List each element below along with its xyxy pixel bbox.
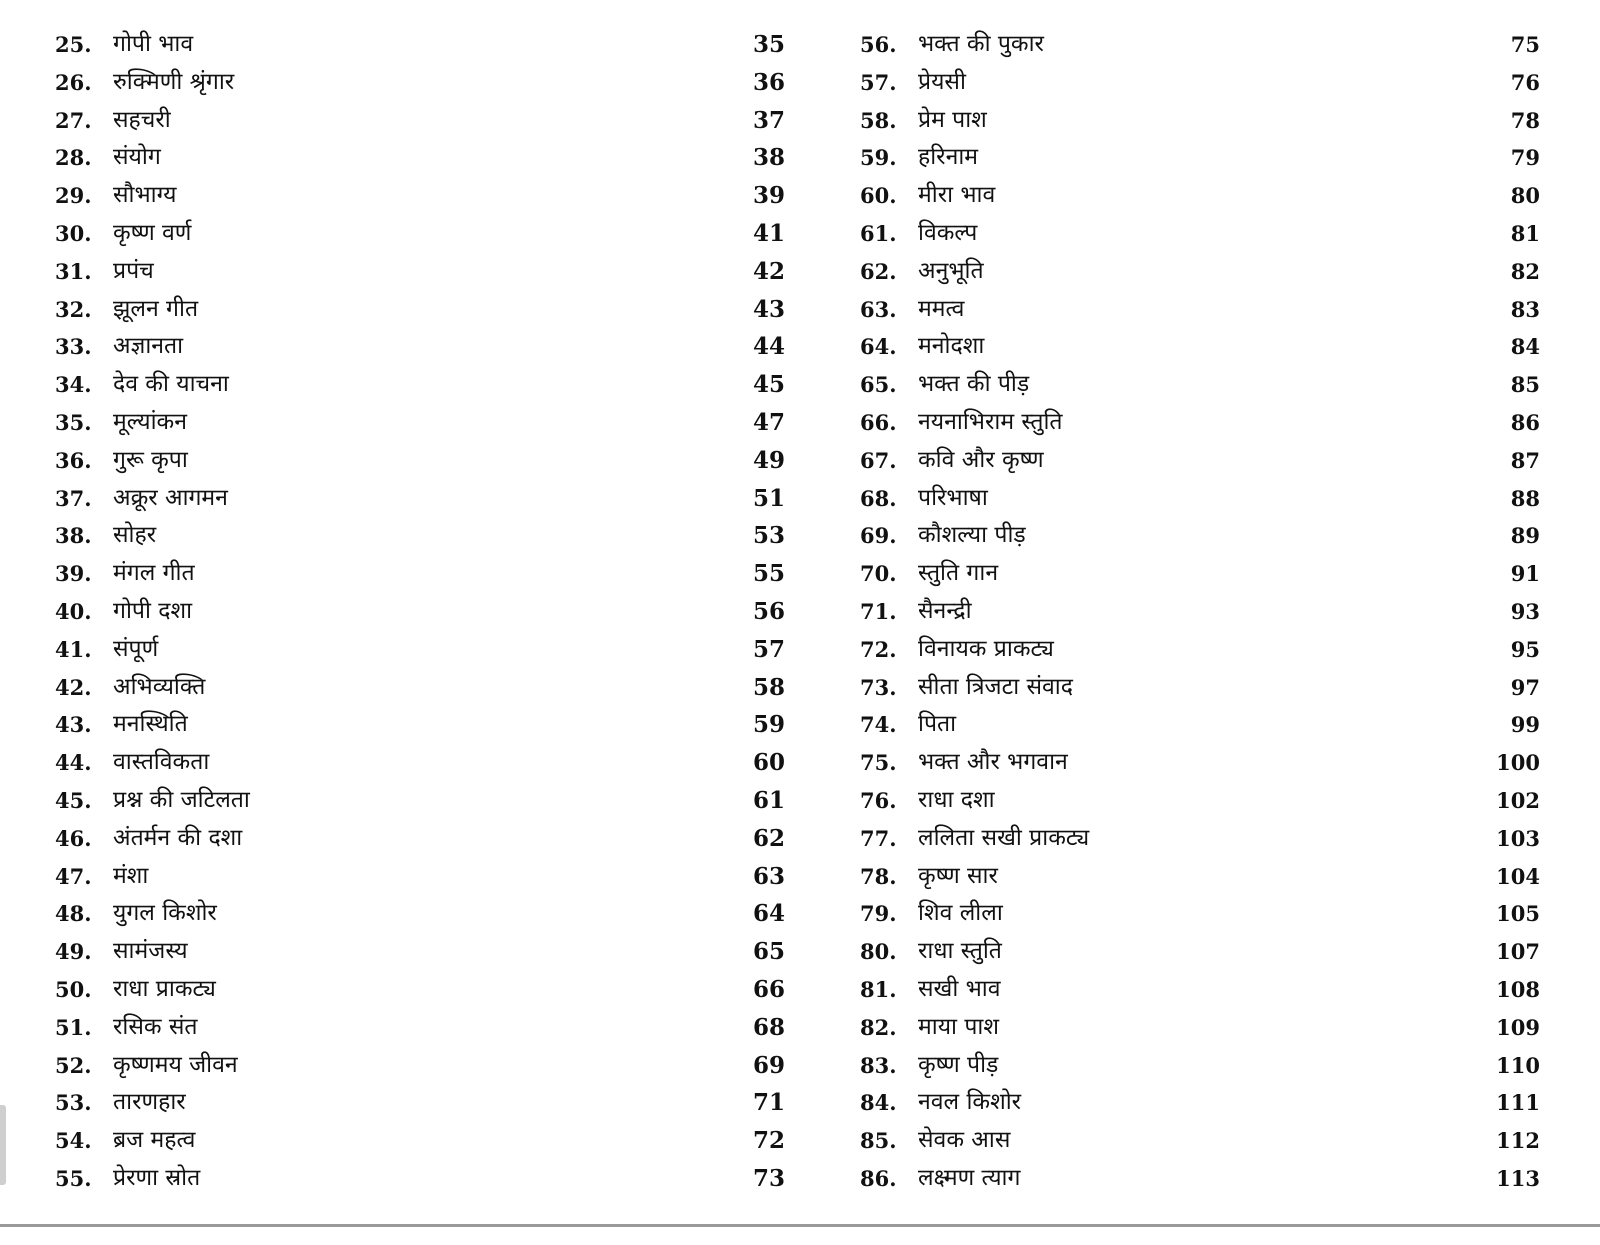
entry-number: 45. bbox=[55, 787, 92, 813]
entry-page-number: 65 bbox=[752, 938, 785, 966]
toc-entry bbox=[55, 139, 785, 177]
entry-title: सैनन्द्री bbox=[918, 597, 972, 624]
entry-number: 76. bbox=[860, 787, 897, 813]
toc-entry bbox=[860, 253, 1540, 291]
entry-number: 30. bbox=[55, 220, 92, 246]
toc-entry bbox=[55, 215, 785, 253]
toc-entry bbox=[860, 933, 1540, 971]
entry-title: सीता त्रिजटा संवाद bbox=[918, 673, 1073, 700]
entry-number: 25. bbox=[55, 32, 92, 57]
entry-page-number: 82 bbox=[1510, 258, 1540, 284]
entry-title: तारणहार bbox=[113, 1089, 186, 1116]
entry-page-number: 108 bbox=[1496, 976, 1540, 1002]
entry-title: रसिक संत bbox=[113, 1013, 198, 1040]
entry-number: 50. bbox=[55, 976, 92, 1002]
entry-number: 63. bbox=[860, 296, 897, 322]
entry-title: अनुभूति bbox=[918, 257, 984, 284]
entry-number: 58. bbox=[860, 107, 897, 133]
entry-number: 71. bbox=[860, 598, 897, 624]
entry-page-number: 105 bbox=[1496, 901, 1540, 927]
entry-title: संयोग bbox=[113, 144, 161, 171]
entry-page-number: 57 bbox=[752, 635, 785, 663]
entry-number: 27. bbox=[55, 107, 92, 133]
toc-entry bbox=[55, 442, 785, 480]
toc-entry bbox=[860, 1160, 1540, 1198]
entry-title: राधा प्राकट्य bbox=[113, 975, 216, 1002]
entry-number: 53. bbox=[55, 1090, 92, 1116]
entry-page-number: 63 bbox=[752, 862, 785, 890]
entry-page-number: 43 bbox=[752, 295, 785, 323]
toc-entry bbox=[860, 64, 1540, 102]
entry-page-number: 111 bbox=[1496, 1090, 1540, 1116]
entry-title: कृष्ण पीड़ bbox=[918, 1051, 999, 1078]
entry-page-number: 53 bbox=[752, 522, 785, 550]
entry-page-number: 109 bbox=[1496, 1014, 1540, 1040]
entry-number: 49. bbox=[55, 939, 92, 965]
toc-entry bbox=[860, 555, 1540, 593]
entry-title: अज्ञानता bbox=[113, 333, 184, 360]
toc-entry bbox=[860, 139, 1540, 177]
entry-number: 85. bbox=[860, 1128, 897, 1154]
toc-entry bbox=[55, 1084, 785, 1122]
entry-number: 75. bbox=[860, 750, 897, 776]
entry-number: 67. bbox=[860, 447, 897, 473]
entry-number: 79. bbox=[860, 901, 897, 927]
entry-title: अभिव्यक्ति bbox=[113, 673, 206, 700]
entry-page-number: 88 bbox=[1510, 485, 1540, 511]
entry-title: विनायक प्राकट्य bbox=[918, 635, 1054, 662]
entry-number: 69. bbox=[860, 523, 897, 549]
entry-page-number: 112 bbox=[1496, 1128, 1540, 1154]
entry-title: मनस्थिति bbox=[113, 711, 188, 738]
entry-number: 35. bbox=[55, 409, 92, 435]
toc-entry bbox=[55, 1009, 785, 1047]
entry-page-number: 68 bbox=[752, 1013, 785, 1041]
entry-title: सोहर bbox=[113, 522, 157, 549]
toc-entry bbox=[55, 1160, 785, 1198]
toc-entry bbox=[860, 517, 1540, 555]
toc-entry bbox=[55, 820, 785, 858]
toc-entry bbox=[860, 442, 1540, 480]
entry-number: 31. bbox=[55, 258, 92, 284]
entry-title: कवि और कृष्ण bbox=[918, 446, 1044, 473]
toc-entry bbox=[860, 1009, 1540, 1047]
entry-page-number: 107 bbox=[1496, 939, 1540, 965]
entry-title: गोपी दशा bbox=[113, 597, 193, 624]
toc-entry bbox=[860, 706, 1540, 744]
entry-page-number: 73 bbox=[752, 1164, 785, 1192]
toc-entry bbox=[860, 404, 1540, 442]
entry-title: कृष्ण वर्ण bbox=[113, 219, 192, 246]
entry-page-number: 60 bbox=[752, 749, 785, 777]
toc-entry bbox=[55, 404, 785, 442]
entry-page-number: 61 bbox=[752, 786, 785, 814]
entry-title: सहचरी bbox=[113, 106, 171, 133]
entry-number: 51. bbox=[55, 1014, 92, 1040]
entry-number: 77. bbox=[860, 825, 897, 851]
entry-page-number: 72 bbox=[752, 1127, 785, 1155]
entry-title: गोपी भाव bbox=[113, 31, 194, 57]
entry-title: सौभाग्य bbox=[113, 182, 177, 209]
toc-entry bbox=[860, 328, 1540, 366]
entry-number: 55. bbox=[55, 1165, 92, 1191]
entry-number: 84. bbox=[860, 1090, 897, 1116]
entry-page-number: 44 bbox=[752, 333, 785, 361]
entry-number: 80. bbox=[860, 939, 897, 965]
toc-entry bbox=[860, 1122, 1540, 1160]
entry-number: 48. bbox=[55, 901, 92, 927]
toc-entry bbox=[55, 631, 785, 669]
entry-page-number: 95 bbox=[1510, 636, 1540, 662]
entry-number: 29. bbox=[55, 183, 92, 209]
entry-number: 60. bbox=[860, 183, 897, 209]
toc-entry bbox=[860, 1047, 1540, 1085]
entry-number: 54. bbox=[55, 1128, 92, 1154]
entry-page-number: 76 bbox=[1510, 69, 1540, 95]
entry-title: वास्तविकता bbox=[113, 749, 210, 776]
toc-entry bbox=[860, 631, 1540, 669]
entry-title: हरिनाम bbox=[918, 144, 979, 171]
entry-page-number: 58 bbox=[752, 673, 785, 701]
entry-page-number: 39 bbox=[752, 182, 785, 210]
toc-entry bbox=[55, 933, 785, 971]
entry-title: सखी भाव bbox=[918, 975, 1001, 1002]
entry-title: ललिता सखी प्राकट्य bbox=[918, 824, 1090, 851]
toc-entry bbox=[860, 895, 1540, 933]
entry-number: 73. bbox=[860, 674, 897, 700]
toc-entry bbox=[55, 1047, 785, 1085]
entry-page-number: 41 bbox=[752, 219, 785, 247]
entry-title: भक्त और भगवान bbox=[918, 749, 1068, 776]
entry-title: ब्रज महत्व bbox=[113, 1127, 196, 1154]
toc-entry bbox=[55, 177, 785, 215]
toc-entry bbox=[55, 555, 785, 593]
toc-entry bbox=[860, 971, 1540, 1009]
entry-page-number: 80 bbox=[1510, 183, 1540, 209]
entry-number: 32. bbox=[55, 296, 92, 322]
entry-title: कौशल्या पीड़ bbox=[918, 522, 1026, 549]
entry-number: 68. bbox=[860, 485, 897, 511]
entry-page-number: 47 bbox=[752, 408, 785, 436]
entry-page-number: 35 bbox=[752, 31, 785, 58]
entry-title: कृष्णमय जीवन bbox=[113, 1051, 238, 1078]
entry-page-number: 75 bbox=[1510, 32, 1540, 57]
entry-number: 70. bbox=[860, 561, 897, 587]
entry-page-number: 103 bbox=[1496, 825, 1540, 851]
entry-title: भक्त की पीड़ bbox=[918, 371, 1030, 398]
entry-page-number: 89 bbox=[1510, 523, 1540, 549]
entry-title: मूल्यांकन bbox=[113, 408, 187, 435]
entry-title: प्रश्न की जटिलता bbox=[113, 786, 250, 813]
toc-entry bbox=[55, 480, 785, 518]
entry-title: मंगल गीत bbox=[113, 560, 195, 587]
entry-number: 82. bbox=[860, 1014, 897, 1040]
entry-number: 66. bbox=[860, 409, 897, 435]
entry-title: मनोदशा bbox=[918, 333, 985, 360]
entry-page-number: 113 bbox=[1496, 1165, 1540, 1191]
entry-page-number: 56 bbox=[752, 597, 785, 625]
entry-number: 64. bbox=[860, 334, 897, 360]
entry-title: राधा स्तुति bbox=[918, 938, 1002, 965]
entry-page-number: 110 bbox=[1496, 1052, 1540, 1078]
entry-title: लक्ष्मण त्याग bbox=[918, 1164, 1021, 1191]
entry-title: शिव लीला bbox=[918, 900, 1003, 927]
entry-title: सामंजस्य bbox=[113, 938, 188, 965]
entry-number: 56. bbox=[860, 32, 897, 57]
entry-number: 46. bbox=[55, 825, 92, 851]
entry-number: 86. bbox=[860, 1165, 897, 1191]
entry-number: 83. bbox=[860, 1052, 897, 1078]
entry-number: 28. bbox=[55, 145, 92, 171]
entry-number: 65. bbox=[860, 372, 897, 398]
entry-title: माया पाश bbox=[918, 1013, 999, 1040]
entry-page-number: 83 bbox=[1510, 296, 1540, 322]
toc-entry bbox=[55, 895, 785, 933]
toc-entry bbox=[55, 593, 785, 631]
toc-entry bbox=[860, 215, 1540, 253]
toc-column-left bbox=[55, 26, 785, 1198]
toc-entry bbox=[860, 1084, 1540, 1122]
entry-page-number: 64 bbox=[752, 900, 785, 928]
toc-entry bbox=[860, 177, 1540, 215]
entry-page-number: 87 bbox=[1510, 447, 1540, 473]
entry-title: प्रेयसी bbox=[918, 68, 966, 95]
entry-number: 74. bbox=[860, 712, 897, 738]
entry-number: 62. bbox=[860, 258, 897, 284]
toc-entry bbox=[55, 1122, 785, 1160]
toc-entry bbox=[55, 64, 785, 102]
entry-page-number: 51 bbox=[752, 484, 785, 512]
entry-number: 41. bbox=[55, 636, 92, 662]
toc-entry bbox=[860, 820, 1540, 858]
toc-entry bbox=[860, 291, 1540, 329]
entry-page-number: 97 bbox=[1510, 674, 1540, 700]
entry-title: प्रपंच bbox=[113, 257, 154, 284]
entry-page-number: 93 bbox=[1510, 598, 1540, 624]
entry-page-number: 36 bbox=[752, 68, 785, 96]
toc-entry bbox=[860, 858, 1540, 896]
entry-title: प्रेम पाश bbox=[918, 106, 987, 133]
entry-number: 38. bbox=[55, 523, 92, 549]
entry-title: स्तुति गान bbox=[918, 560, 999, 587]
entry-number: 40. bbox=[55, 598, 92, 624]
bottom-divider bbox=[0, 1224, 1600, 1227]
toc-entry bbox=[55, 253, 785, 291]
entry-title: कृष्ण सार bbox=[918, 862, 998, 889]
toc-entry bbox=[55, 706, 785, 744]
toc-entry bbox=[860, 744, 1540, 782]
entry-page-number: 37 bbox=[752, 106, 785, 134]
entry-number: 36. bbox=[55, 447, 92, 473]
toc-entry bbox=[55, 328, 785, 366]
entry-number: 57. bbox=[860, 69, 897, 95]
entry-number: 43. bbox=[55, 712, 92, 738]
entry-number: 47. bbox=[55, 863, 92, 889]
toc-entry bbox=[55, 517, 785, 555]
toc-entry bbox=[55, 291, 785, 329]
entry-title: अंतर्मन की दशा bbox=[113, 824, 243, 851]
entry-title: युगल किशोर bbox=[113, 900, 217, 927]
entry-page-number: 104 bbox=[1496, 863, 1540, 889]
entry-number: 26. bbox=[55, 69, 92, 95]
entry-page-number: 55 bbox=[752, 560, 785, 588]
toc-entry bbox=[860, 782, 1540, 820]
toc-entry bbox=[860, 366, 1540, 404]
toc-entry bbox=[55, 744, 785, 782]
entry-title: गुरू कृपा bbox=[113, 446, 188, 473]
toc-entry bbox=[860, 593, 1540, 631]
entry-title: संपूर्ण bbox=[113, 635, 159, 662]
entry-page-number: 62 bbox=[752, 824, 785, 852]
entry-title: नवल किशोर bbox=[918, 1089, 1022, 1116]
entry-page-number: 91 bbox=[1510, 561, 1540, 587]
entry-page-number: 100 bbox=[1496, 750, 1540, 776]
entry-page-number: 45 bbox=[752, 371, 785, 399]
entry-title: राधा दशा bbox=[918, 786, 995, 813]
entry-page-number: 84 bbox=[1510, 334, 1540, 360]
entry-page-number: 102 bbox=[1496, 787, 1540, 813]
toc-column-right bbox=[860, 26, 1540, 1198]
entry-number: 39. bbox=[55, 561, 92, 587]
entry-number: 42. bbox=[55, 674, 92, 700]
entry-title: झूलन गीत bbox=[113, 295, 199, 322]
entry-page-number: 78 bbox=[1510, 107, 1540, 133]
entry-number: 34. bbox=[55, 372, 92, 398]
toc-entry bbox=[860, 102, 1540, 140]
entry-page-number: 86 bbox=[1510, 409, 1540, 435]
entry-number: 61. bbox=[860, 220, 897, 246]
entry-title: मंशा bbox=[113, 862, 149, 889]
entry-page-number: 81 bbox=[1510, 220, 1540, 246]
entry-title: नयनाभिराम स्तुति bbox=[918, 408, 1063, 435]
entry-page-number: 66 bbox=[752, 975, 785, 1003]
toc-entry bbox=[55, 669, 785, 707]
entry-page-number: 49 bbox=[752, 446, 785, 474]
entry-page-number: 85 bbox=[1510, 372, 1540, 398]
toc-entry bbox=[860, 26, 1540, 64]
toc-entry bbox=[55, 858, 785, 896]
entry-number: 81. bbox=[860, 976, 897, 1002]
entry-title: ममत्व bbox=[918, 295, 965, 322]
entry-number: 59. bbox=[860, 145, 897, 171]
entry-number: 72. bbox=[860, 636, 897, 662]
entry-page-number: 59 bbox=[752, 711, 785, 739]
toc-entry bbox=[860, 480, 1540, 518]
page-edge-shadow bbox=[0, 1105, 6, 1185]
toc-entry bbox=[55, 366, 785, 404]
entry-title: परिभाषा bbox=[918, 484, 988, 511]
toc-entry bbox=[55, 26, 785, 64]
entry-title: प्रेरणा स्रोत bbox=[113, 1164, 201, 1191]
toc-entry bbox=[55, 971, 785, 1009]
entry-title: मीरा भाव bbox=[918, 182, 996, 209]
entry-page-number: 71 bbox=[752, 1089, 785, 1117]
entry-title: देव की याचना bbox=[113, 371, 229, 398]
entry-number: 52. bbox=[55, 1052, 92, 1078]
entry-title: अक्रूर आगमन bbox=[113, 484, 228, 511]
toc-entry bbox=[55, 102, 785, 140]
entry-page-number: 79 bbox=[1510, 145, 1540, 171]
entry-title: रुक्मिणी श्रृंगार bbox=[113, 68, 235, 95]
entry-page-number: 38 bbox=[752, 144, 785, 172]
entry-title: सेवक आस bbox=[918, 1127, 1011, 1154]
entry-number: 37. bbox=[55, 485, 92, 511]
toc-entry bbox=[55, 782, 785, 820]
toc-entry bbox=[860, 669, 1540, 707]
entry-title: विकल्प bbox=[918, 219, 978, 246]
entry-number: 78. bbox=[860, 863, 897, 889]
entry-page-number: 42 bbox=[752, 257, 785, 285]
entry-number: 44. bbox=[55, 750, 92, 776]
entry-title: पिता bbox=[918, 711, 957, 738]
entry-page-number: 99 bbox=[1510, 712, 1540, 738]
entry-title: भक्त की पुकार bbox=[918, 31, 1044, 57]
entry-number: 33. bbox=[55, 334, 92, 360]
entry-page-number: 69 bbox=[752, 1051, 785, 1079]
